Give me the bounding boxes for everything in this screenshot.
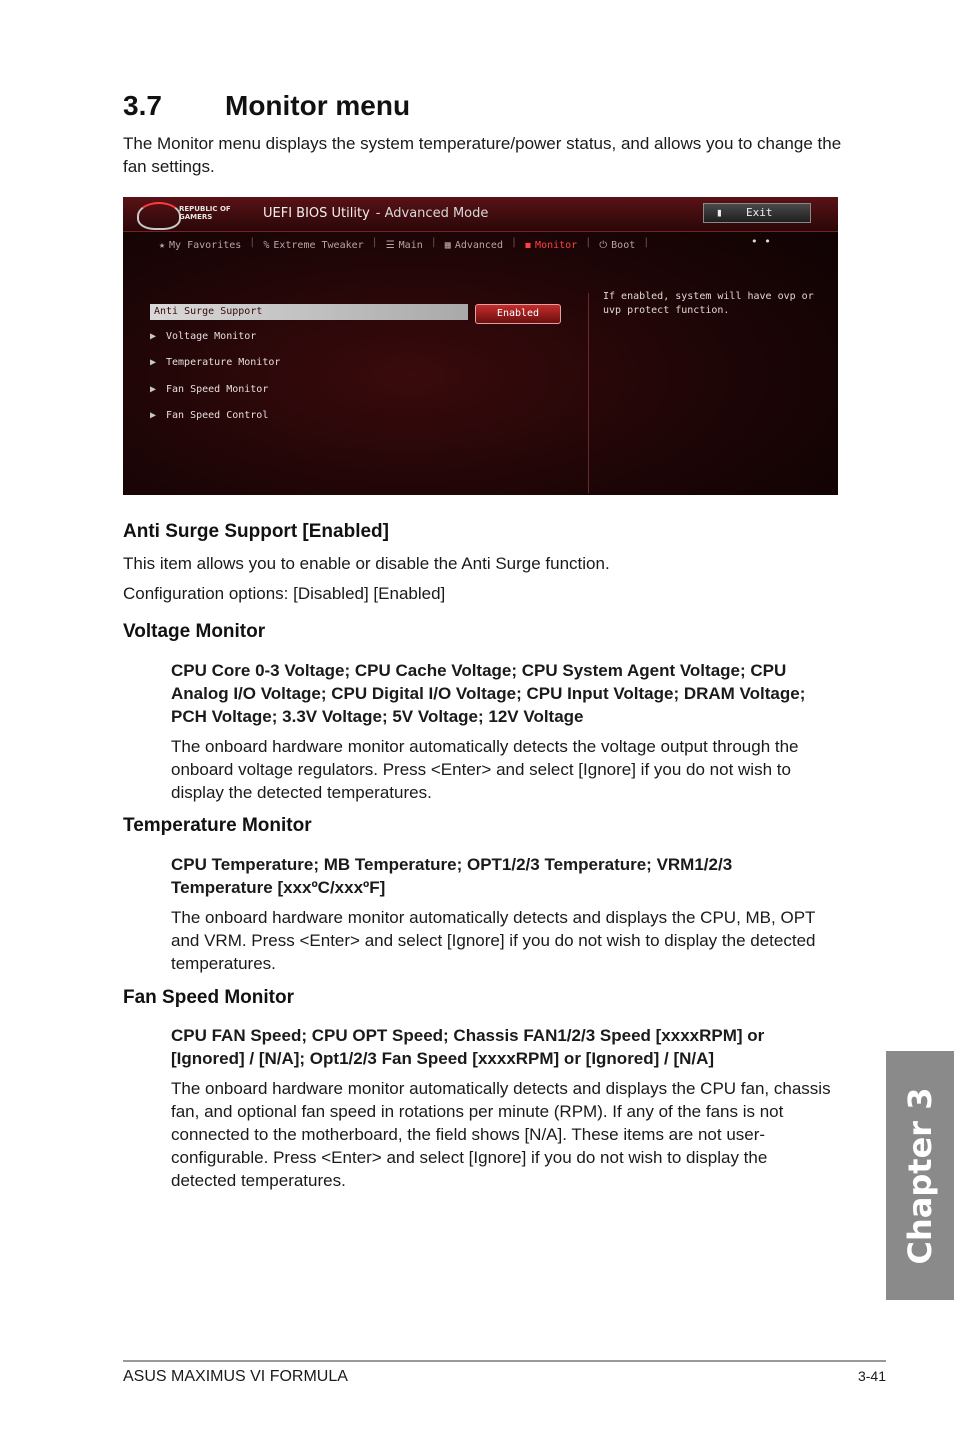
anti-surge-desc: This item allows you to enable or disable the Anti Surge function.: [123, 554, 610, 573]
menu-label: Temperature Monitor: [166, 357, 281, 368]
nav-separator: |: [371, 237, 378, 248]
bios-title-text: UEFI BIOS Utility: [263, 206, 370, 221]
nav-separator: |: [643, 237, 650, 248]
footer-divider: [123, 1360, 886, 1362]
tab-my-favorites[interactable]: [159, 237, 241, 253]
nav-separator: |: [249, 237, 256, 248]
anti-surge-heading: Anti Surge Support [Enabled]: [123, 521, 389, 542]
exit-icon: ▮: [716, 206, 723, 219]
footer-product: ASUS MAXIMUS VI FORMULA: [123, 1368, 348, 1385]
tab-main[interactable]: [386, 237, 423, 253]
bios-mode: - Advanced Mode: [375, 206, 489, 221]
bios-header: [123, 197, 838, 232]
temperature-desc: The onboard hardware monitor automatically detects and displays the CPU, MB, OPT and VRM. Press <Enter> and select [Ignore] if you do not wish to display the detected temperatures.: [171, 908, 816, 973]
menu-label: Anti Surge Support: [154, 306, 263, 317]
tab-boot[interactable]: [599, 237, 635, 253]
temperature-items: CPU Temperature; MB Temperature; OPT1/2/3 Temperature; VRM1/2/3 Temperature [xxxºC/xxxºF]: [171, 855, 733, 897]
menu-label: Fan Speed Control: [166, 410, 269, 421]
tab-extreme-tweaker[interactable]: [263, 237, 363, 253]
fan-desc: The onboard hardware monitor automatically detects and displays the CPU fan, chassis fan, and optional fan speed in rotations per minute (RPM). If any of the fans is not connected to the motherboard, the field shows [N/A]. These items are not user-configurable. Press <Enter> and select [Ignore] if you do not wish to display the detected temperatures.: [171, 1079, 831, 1190]
help-divider: [588, 293, 589, 493]
tab-advanced[interactable]: [445, 237, 503, 253]
voltage-heading: Voltage Monitor: [123, 621, 266, 642]
tab-label: Boot: [611, 239, 636, 251]
tab-label: My Favorites: [169, 239, 242, 251]
menu-temperature-monitor[interactable]: [150, 355, 470, 371]
fan-heading: Fan Speed Monitor: [123, 987, 294, 1008]
voltage-desc: The onboard hardware monitor automatically detects the voltage output through the onboard voltage regulators. Press <Enter> and select [Ignore] if you do not wish to display the detected temperatures.: [171, 737, 799, 802]
tab-label: Advanced: [454, 239, 503, 251]
chapter-tab: [886, 1051, 954, 1300]
menu-voltage-monitor[interactable]: [150, 329, 470, 345]
voltage-items: CPU Core 0-3 Voltage; CPU Cache Voltage; CPU System Agent Voltage; CPU Analog I/O Voltage; CPU Digital I/O Voltage; CPU Input Voltage; DRAM Voltage; PCH Voltage; 3.3V Voltage; 5V Voltage; 12V Voltage: [171, 661, 806, 726]
exit-label: Exit: [746, 206, 773, 219]
bios-screenshot: [123, 197, 838, 495]
brand-line2: GAMERS: [179, 213, 213, 221]
submenu-arrow-icon: ▶: [150, 331, 157, 342]
menu-fan-speed-monitor[interactable]: [150, 382, 470, 398]
bios-nav: [159, 237, 649, 253]
submenu-arrow-icon: ▶: [150, 410, 157, 421]
rog-logo-icon: [137, 202, 181, 230]
menu-anti-surge-support[interactable]: [150, 304, 468, 320]
nav-dots-icon: • •: [751, 235, 771, 248]
nav-separator: |: [585, 237, 592, 248]
submenu-arrow-icon: ▶: [150, 384, 157, 395]
menu-label: Fan Speed Monitor: [166, 384, 269, 395]
bios-title: [263, 206, 488, 221]
section-title: [123, 90, 410, 122]
brand-line1: REPUBLIC OF: [179, 205, 231, 213]
monitor-icon: ◼: [525, 239, 532, 251]
chapter-tab-label: Chapter 3: [901, 1087, 939, 1264]
menu-label: Voltage Monitor: [166, 331, 257, 342]
advanced-icon: ▦: [444, 239, 451, 251]
help-text: If enabled, system will have ovp or uvp protect function.: [603, 291, 814, 316]
tab-label: Monitor: [535, 239, 578, 251]
temperature-heading: Temperature Monitor: [123, 815, 312, 836]
menu-fan-speed-control[interactable]: [150, 408, 470, 424]
section-number: 3.7: [123, 90, 162, 121]
intro-text: The Monitor menu displays the system temperature/power status, and allows you to change the fan settings.: [123, 134, 842, 176]
nav-separator: |: [510, 237, 518, 248]
tab-monitor[interactable]: [525, 237, 577, 253]
submenu-arrow-icon: ▶: [150, 357, 157, 368]
section-title-text: Monitor menu: [225, 90, 411, 121]
footer-page-number: 3-41: [857, 1368, 886, 1384]
anti-surge-value-button[interactable]: Enabled: [475, 304, 561, 324]
exit-button[interactable]: [703, 203, 811, 223]
rog-brand: [179, 205, 231, 221]
nav-separator: |: [430, 237, 437, 248]
star-icon: ★: [159, 239, 166, 251]
tab-label: Main: [398, 239, 423, 251]
list-icon: ☰: [385, 239, 395, 251]
fan-items: CPU FAN Speed; CPU OPT Speed; Chassis FAN1/2/3 Speed [xxxxRPM] or [Ignored] / [N/A]; Opt1/2/3 Fan Speed [xxxxRPM] or [Ignored] / [N/A]: [171, 1026, 765, 1068]
anti-surge-options: Configuration options: [Disabled] [Enabled]: [123, 584, 446, 603]
tweaker-icon: %: [263, 239, 270, 251]
power-icon: ⏻: [599, 239, 608, 251]
tab-label: Extreme Tweaker: [273, 239, 364, 251]
